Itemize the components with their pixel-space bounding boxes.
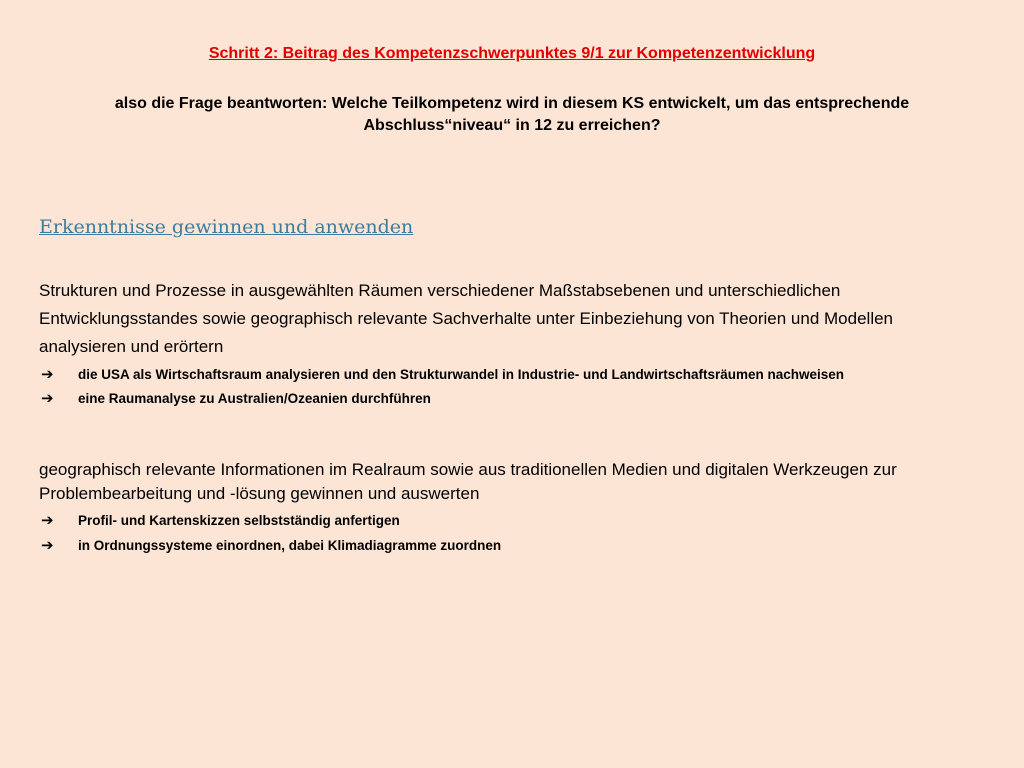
bullet-text: in Ordnungssysteme einordnen, dabei Klimadiagramme zuordnen [78, 538, 502, 553]
slide-title: Schritt 2: Beitrag des Kompetenzschwerpunktes 9/1 zur Kompetenzentwicklung [208, 45, 816, 62]
competence-2-line-1: geographisch relevante Informationen im Realraum sowie aus traditionellen Medien und digitalen Werkzeugen zur [39, 460, 897, 479]
bullet-item [39, 388, 431, 410]
bullet-item [39, 510, 400, 532]
bullet-item [39, 535, 501, 557]
arrow-right-icon: ➔ [41, 366, 54, 383]
competence-1-line-2: Entwicklungsstandes sowie geographisch relevante Sachverhalte unter Einbeziehung von Theorien und Modellen [39, 309, 894, 328]
competence-2-line-2: Problembearbeitung und -lösung gewinnen und auswerten [39, 484, 480, 503]
arrow-right-icon: ➔ [41, 512, 54, 529]
arrow-right-icon: ➔ [41, 390, 54, 407]
competence-description-2 [39, 458, 897, 506]
competence-1-line-3: analysieren und erörtern [39, 337, 224, 356]
guiding-question-line-2: Abschluss“niveau“ in 12 zu erreichen? [363, 117, 661, 134]
bullet-item [39, 364, 844, 386]
bullet-text: die USA als Wirtschaftsraum analysieren und den Strukturwandel in Industrie- und Landwirtschaftsräumen nachweisen [78, 367, 845, 382]
guiding-question [60, 93, 964, 137]
competence-description-1 [39, 277, 893, 361]
bullet-text: Profil- und Kartenskizzen selbstständig anfertigen [78, 513, 400, 528]
section-heading: Erkenntnisse gewinnen und anwenden [39, 216, 414, 238]
competence-1-line-1: Strukturen und Prozesse in ausgewählten Räumen verschiedener Maßstabsebenen und unterschiedlichen [39, 281, 841, 300]
guiding-question-line-1: also die Frage beantworten: Welche Teilkompetenz wird in diesem KS entwickelt, um das entsprechende [114, 95, 910, 112]
arrow-right-icon: ➔ [41, 537, 54, 554]
bullet-text: eine Raumanalyse zu Australien/Ozeanien durchführen [78, 391, 431, 406]
